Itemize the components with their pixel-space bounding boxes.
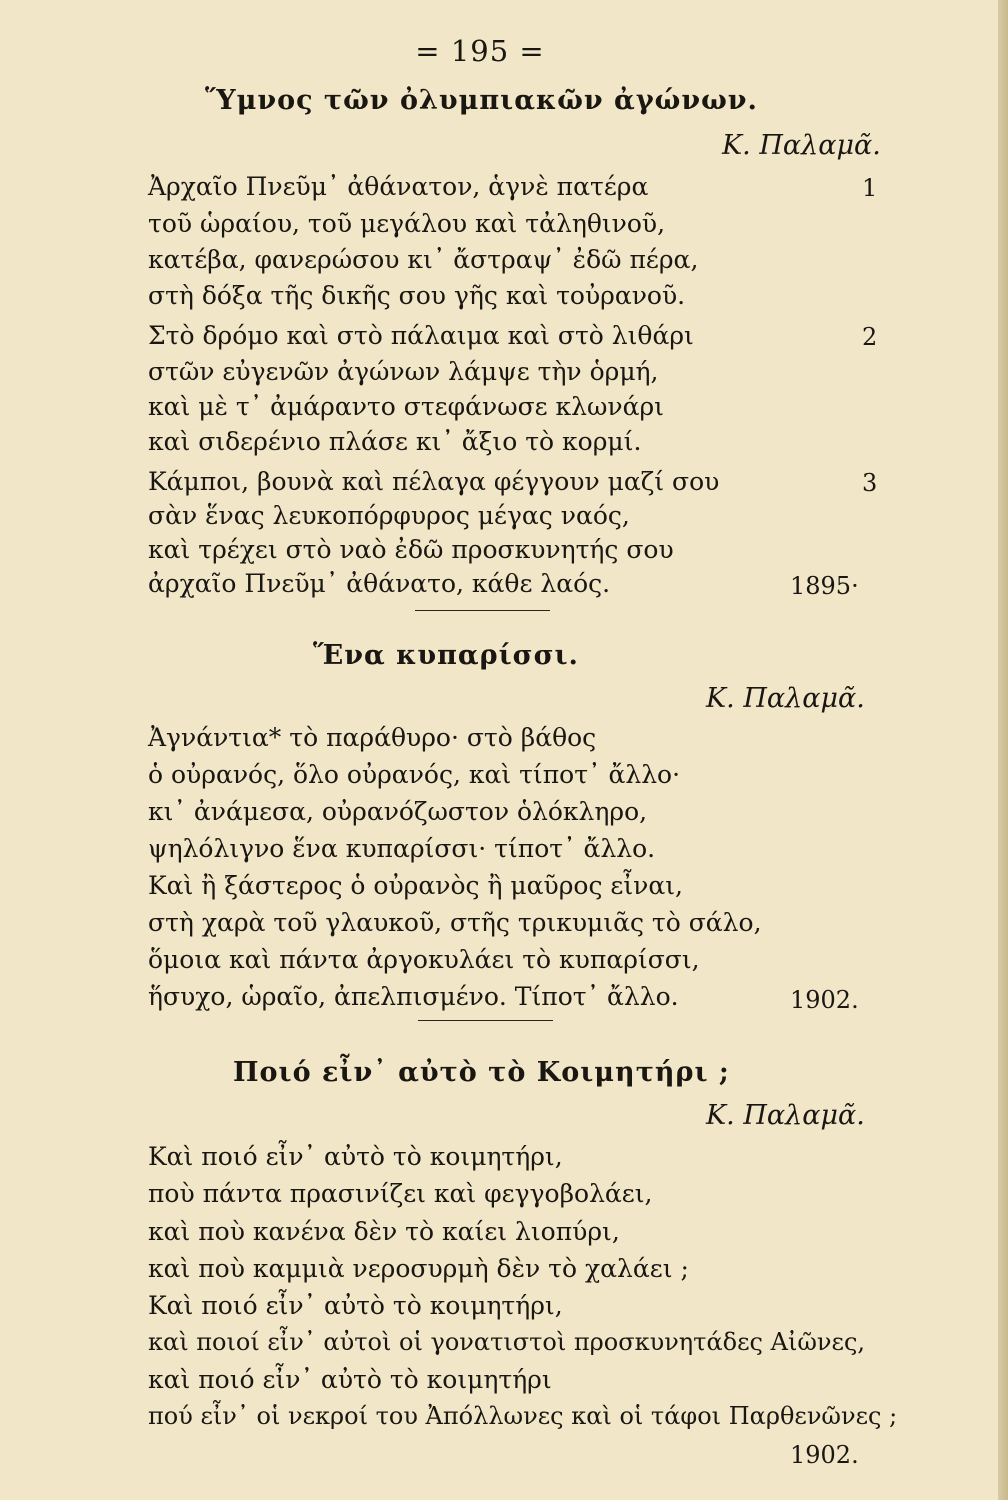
verse-line: καὶ ποὺ κανένα δὲν τὸ καίει λιοπύρι, — [148, 1217, 620, 1246]
verse-line: Καὶ ποιό εἶν᾽ αὐτὸ τὸ κοιμητήρι, — [148, 1291, 563, 1320]
poem-author: Κ. Παλαμᾶ. — [722, 130, 881, 161]
verse-line: Ἀγνάντια* τὸ παράθυρο· στὸ βάθος — [148, 723, 597, 752]
stanza-number: 2 — [862, 323, 878, 351]
verse-line: καὶ ποιοί εἶν᾽ αὐτοὶ οἱ γονατιστοὶ προσκυνητάδες Αἰῶνες, — [148, 1328, 866, 1356]
verse-line: κατέβα, φανερώσου κι᾽ ἄστραψ᾽ ἐδῶ πέρα, — [148, 245, 699, 274]
verse-line: στῶν εὐγενῶν ἀγώνων λάμψε τὴν ὁρμή, — [148, 357, 659, 386]
verse-line: ποὺ πάντα πρασινίζει καὶ φεγγοβολάει, — [148, 1179, 653, 1208]
section-divider — [415, 610, 550, 611]
verse-line: σὰν ἕνας λευκοπόρφυρος μέγας ναός, — [148, 501, 630, 530]
poem-year: 1895· — [790, 572, 859, 600]
verse-line: καὶ τρέχει στὸ ναὸ ἐδῶ προσκυνητής σου — [148, 535, 674, 564]
verse-line: ὁ οὐρανός, ὅλο οὐρανός, καὶ τίποτ᾽ ἄλλο· — [148, 760, 681, 789]
verse-line: ἀρχαῖο Πνεῦμ᾽ ἀθάνατο, κάθε λαός. — [148, 569, 611, 598]
verse-line: Στὸ δρόμο καὶ στὸ πάλαιμα καὶ στὸ λιθάρι — [148, 321, 694, 350]
verse-line: στὴ δόξα τῆς δικῆς σου γῆς καὶ τοὐρανοῦ. — [148, 281, 686, 310]
verse-line: καὶ ποὺ καμμιὰ νεροσυρμὴ δὲν τὸ χαλάει ; — [148, 1254, 689, 1283]
poem-year: 1902. — [790, 1441, 859, 1469]
verse-line: Ἀρχαῖο Πνεῦμ᾽ ἀθάνατον, ἁγνὲ πατέρα — [148, 172, 649, 201]
poem-title: Ὕμνος τῶν ὀλυμπιακῶν ἀγώνων. — [205, 85, 758, 116]
verse-line: στὴ χαρὰ τοῦ γλαυκοῦ, στῆς τρικυμιᾶς τὸ σάλο, — [148, 908, 762, 937]
verse-line: Καὶ ποιό εἶν᾽ αὐτὸ τὸ κοιμητήρι, — [148, 1142, 563, 1171]
poem-author: Κ. Παλαμᾶ. — [706, 683, 865, 714]
poem-title: Ἕνα κυπαρίσσι. — [313, 640, 579, 671]
verse-line: καὶ σιδερένιο πλάσε κι᾽ ἄξιο τὸ κορμί. — [148, 427, 642, 456]
page-edge — [998, 0, 1008, 1500]
verse-line: καὶ ποιό εἶν᾽ αὐτὸ τὸ κοιμητήρι — [148, 1365, 552, 1394]
section-divider — [418, 1020, 553, 1021]
poem-title: Ποιό εἶν᾽ αὐτὸ τὸ Κοιμητήρι ; — [233, 1057, 730, 1088]
verse-line: ὅμοια καὶ πάντα ἀργοκυλάει τὸ κυπαρίσσι, — [148, 945, 700, 974]
verse-line: καὶ μὲ τ᾽ ἀμάραντο στεφάνωσε κλωνάρι — [148, 392, 664, 421]
poem-year: 1902. — [790, 986, 859, 1014]
poem-author: Κ. Παλαμᾶ. — [706, 1100, 865, 1131]
stanza-number: 3 — [862, 469, 878, 497]
verse-line: Κάμποι, βουνὰ καὶ πέλαγα φέγγουν μαζί σου — [148, 467, 720, 496]
verse-line: τοῦ ὡραίου, τοῦ μεγάλου καὶ τἀληθινοῦ, — [148, 209, 666, 238]
verse-line: πού εἶν᾽ οἱ νεκροί του Ἀπόλλωνες καὶ οἱ τάφοι Παρθενῶνες ; — [148, 1402, 898, 1430]
page-number: = 195 = — [415, 34, 545, 68]
verse-line: κι᾽ ἀνάμεσα, οὐρανόζωστον ὁλόκληρο, — [148, 797, 648, 826]
verse-line: ψηλόλιγνο ἕνα κυπαρίσσι· τίποτ᾽ ἄλλο. — [148, 834, 656, 863]
verse-line: Καὶ ἢ ξάστερος ὁ οὐρανὸς ἢ μαῦρος εἶναι, — [148, 871, 683, 900]
stanza-number: 1 — [862, 174, 878, 202]
verse-line: ἥσυχο, ὡραῖο, ἀπελπισμένο. Τίποτ᾽ ἄλλο. — [148, 982, 679, 1011]
